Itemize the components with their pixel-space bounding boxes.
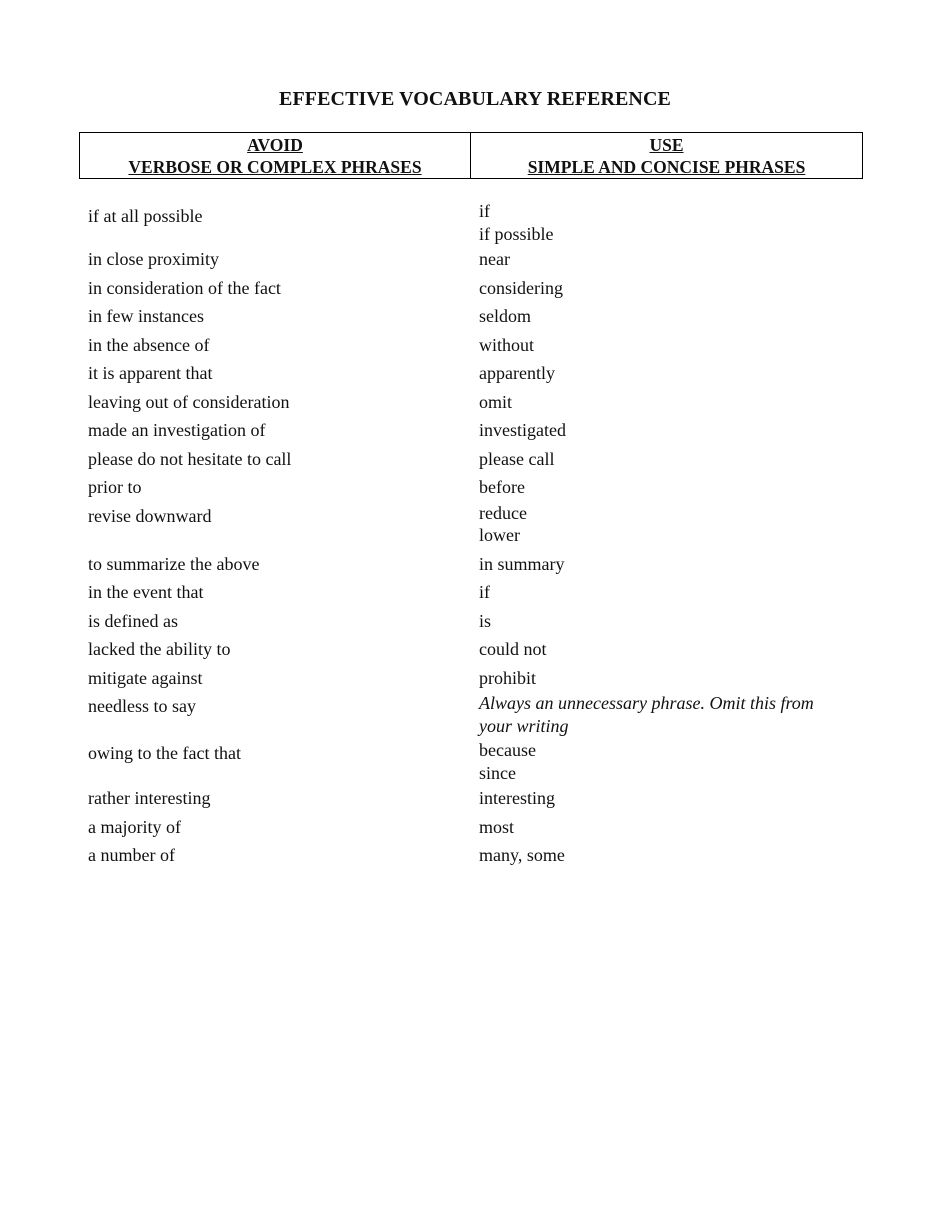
use-phrase bbox=[479, 391, 849, 414]
phrase-row bbox=[0, 637, 950, 666]
avoid-phrase: is defined as bbox=[88, 610, 178, 631]
use-phrase-line: Always an unnecessary phrase. Omit this from your writing bbox=[479, 693, 814, 736]
avoid-phrase: in the absence of bbox=[88, 334, 210, 355]
avoid-phrase: to summarize the above bbox=[88, 553, 260, 574]
use-phrase-line: before bbox=[479, 477, 525, 497]
use-phrase bbox=[479, 362, 849, 385]
avoid-header-label: AVOID bbox=[247, 135, 303, 155]
use-phrase bbox=[479, 844, 849, 867]
use-phrase-line: lower bbox=[479, 525, 520, 545]
phrase-row bbox=[0, 304, 950, 333]
avoid-phrase: revise downward bbox=[88, 505, 212, 526]
avoid-phrase: in the event that bbox=[88, 582, 204, 602]
phrase-row bbox=[0, 815, 950, 844]
use-phrase-line: because bbox=[479, 740, 536, 760]
use-header-subtitle: SIMPLE AND CONCISE PHRASES bbox=[527, 157, 806, 177]
use-phrase-line: considering bbox=[479, 277, 563, 298]
phrase-row bbox=[0, 552, 950, 581]
use-phrase bbox=[479, 305, 849, 328]
phrase-row bbox=[0, 475, 950, 504]
phrase-row bbox=[0, 504, 950, 552]
use-phrase bbox=[479, 448, 849, 471]
avoid-phrase: a majority of bbox=[88, 816, 181, 837]
use-phrase bbox=[479, 277, 849, 300]
avoid-header-subtitle: VERBOSE OR COMPLEX PHRASES bbox=[128, 157, 422, 177]
phrase-row bbox=[0, 247, 950, 276]
use-phrase-line: if bbox=[479, 582, 490, 602]
avoid-phrase: owing to the fact that bbox=[88, 743, 241, 763]
use-phrase bbox=[479, 581, 849, 604]
use-phrase bbox=[479, 739, 849, 784]
use-header-label: USE bbox=[649, 135, 684, 155]
use-column-header bbox=[471, 133, 862, 178]
phrase-row bbox=[0, 786, 950, 815]
phrase-row bbox=[0, 361, 950, 390]
phrase-row bbox=[0, 580, 950, 609]
avoid-phrase: in few instances bbox=[88, 306, 204, 326]
avoid-phrase: if at all possible bbox=[88, 206, 203, 226]
avoid-phrase: prior to bbox=[88, 477, 142, 497]
avoid-phrase: lacked the ability to bbox=[88, 639, 231, 659]
use-phrase-line: reduce bbox=[479, 502, 527, 523]
use-phrase-line: many, some bbox=[479, 845, 565, 865]
use-phrase-line: most bbox=[479, 816, 515, 837]
use-phrase bbox=[479, 692, 849, 737]
phrase-row bbox=[0, 843, 950, 872]
phrase-row bbox=[0, 418, 950, 447]
use-phrase bbox=[479, 610, 849, 633]
avoid-phrase: in consideration of the fact bbox=[88, 277, 281, 298]
avoid-phrase: in close proximity bbox=[88, 249, 219, 269]
column-header-table bbox=[79, 132, 863, 179]
phrase-row bbox=[0, 333, 950, 362]
phrase-row bbox=[0, 666, 950, 695]
phrase-list bbox=[0, 200, 950, 872]
phrase-row bbox=[0, 609, 950, 638]
use-phrase bbox=[479, 787, 849, 810]
use-phrase-line: if possible bbox=[479, 223, 554, 244]
phrase-row bbox=[0, 276, 950, 305]
use-phrase bbox=[479, 419, 849, 442]
use-phrase bbox=[479, 200, 849, 245]
use-phrase bbox=[479, 502, 849, 547]
phrase-row bbox=[0, 200, 950, 247]
use-phrase-line: near bbox=[479, 249, 510, 269]
use-phrase-line: in summary bbox=[479, 553, 565, 574]
use-phrase-line: without bbox=[479, 334, 535, 355]
use-phrase-line: is bbox=[479, 610, 492, 631]
avoid-phrase: rather interesting bbox=[88, 788, 211, 808]
use-phrase bbox=[479, 816, 849, 839]
phrase-row bbox=[0, 694, 950, 741]
use-phrase bbox=[479, 334, 849, 357]
use-phrase-line: prohibit bbox=[479, 667, 536, 688]
use-phrase bbox=[479, 553, 849, 576]
phrase-row bbox=[0, 447, 950, 476]
use-phrase-line: seldom bbox=[479, 306, 531, 326]
phrase-row bbox=[0, 390, 950, 419]
use-phrase-line: interesting bbox=[479, 788, 555, 808]
avoid-phrase: mitigate against bbox=[88, 667, 203, 688]
use-phrase-line: apparently bbox=[479, 363, 555, 383]
use-phrase bbox=[479, 638, 849, 661]
avoid-column-header bbox=[80, 133, 471, 178]
use-phrase bbox=[479, 248, 849, 271]
avoid-phrase: leaving out of consideration bbox=[88, 391, 290, 412]
use-phrase bbox=[479, 667, 849, 690]
avoid-phrase: please do not hesitate to call bbox=[88, 448, 292, 469]
avoid-phrase: made an investigation of bbox=[88, 420, 266, 440]
use-phrase-line: investigated bbox=[479, 420, 566, 440]
phrase-row bbox=[0, 741, 950, 786]
use-phrase-line: since bbox=[479, 762, 516, 783]
avoid-phrase: it is apparent that bbox=[88, 363, 213, 383]
avoid-phrase: a number of bbox=[88, 845, 175, 865]
use-phrase-line: omit bbox=[479, 391, 513, 412]
use-phrase-line: please call bbox=[479, 448, 555, 469]
use-phrase-line: if bbox=[479, 201, 490, 221]
use-phrase bbox=[479, 476, 849, 499]
use-phrase-line: could not bbox=[479, 639, 547, 659]
avoid-phrase: needless to say bbox=[88, 696, 196, 716]
page-title: EFFECTIVE VOCABULARY REFERENCE bbox=[279, 88, 671, 110]
